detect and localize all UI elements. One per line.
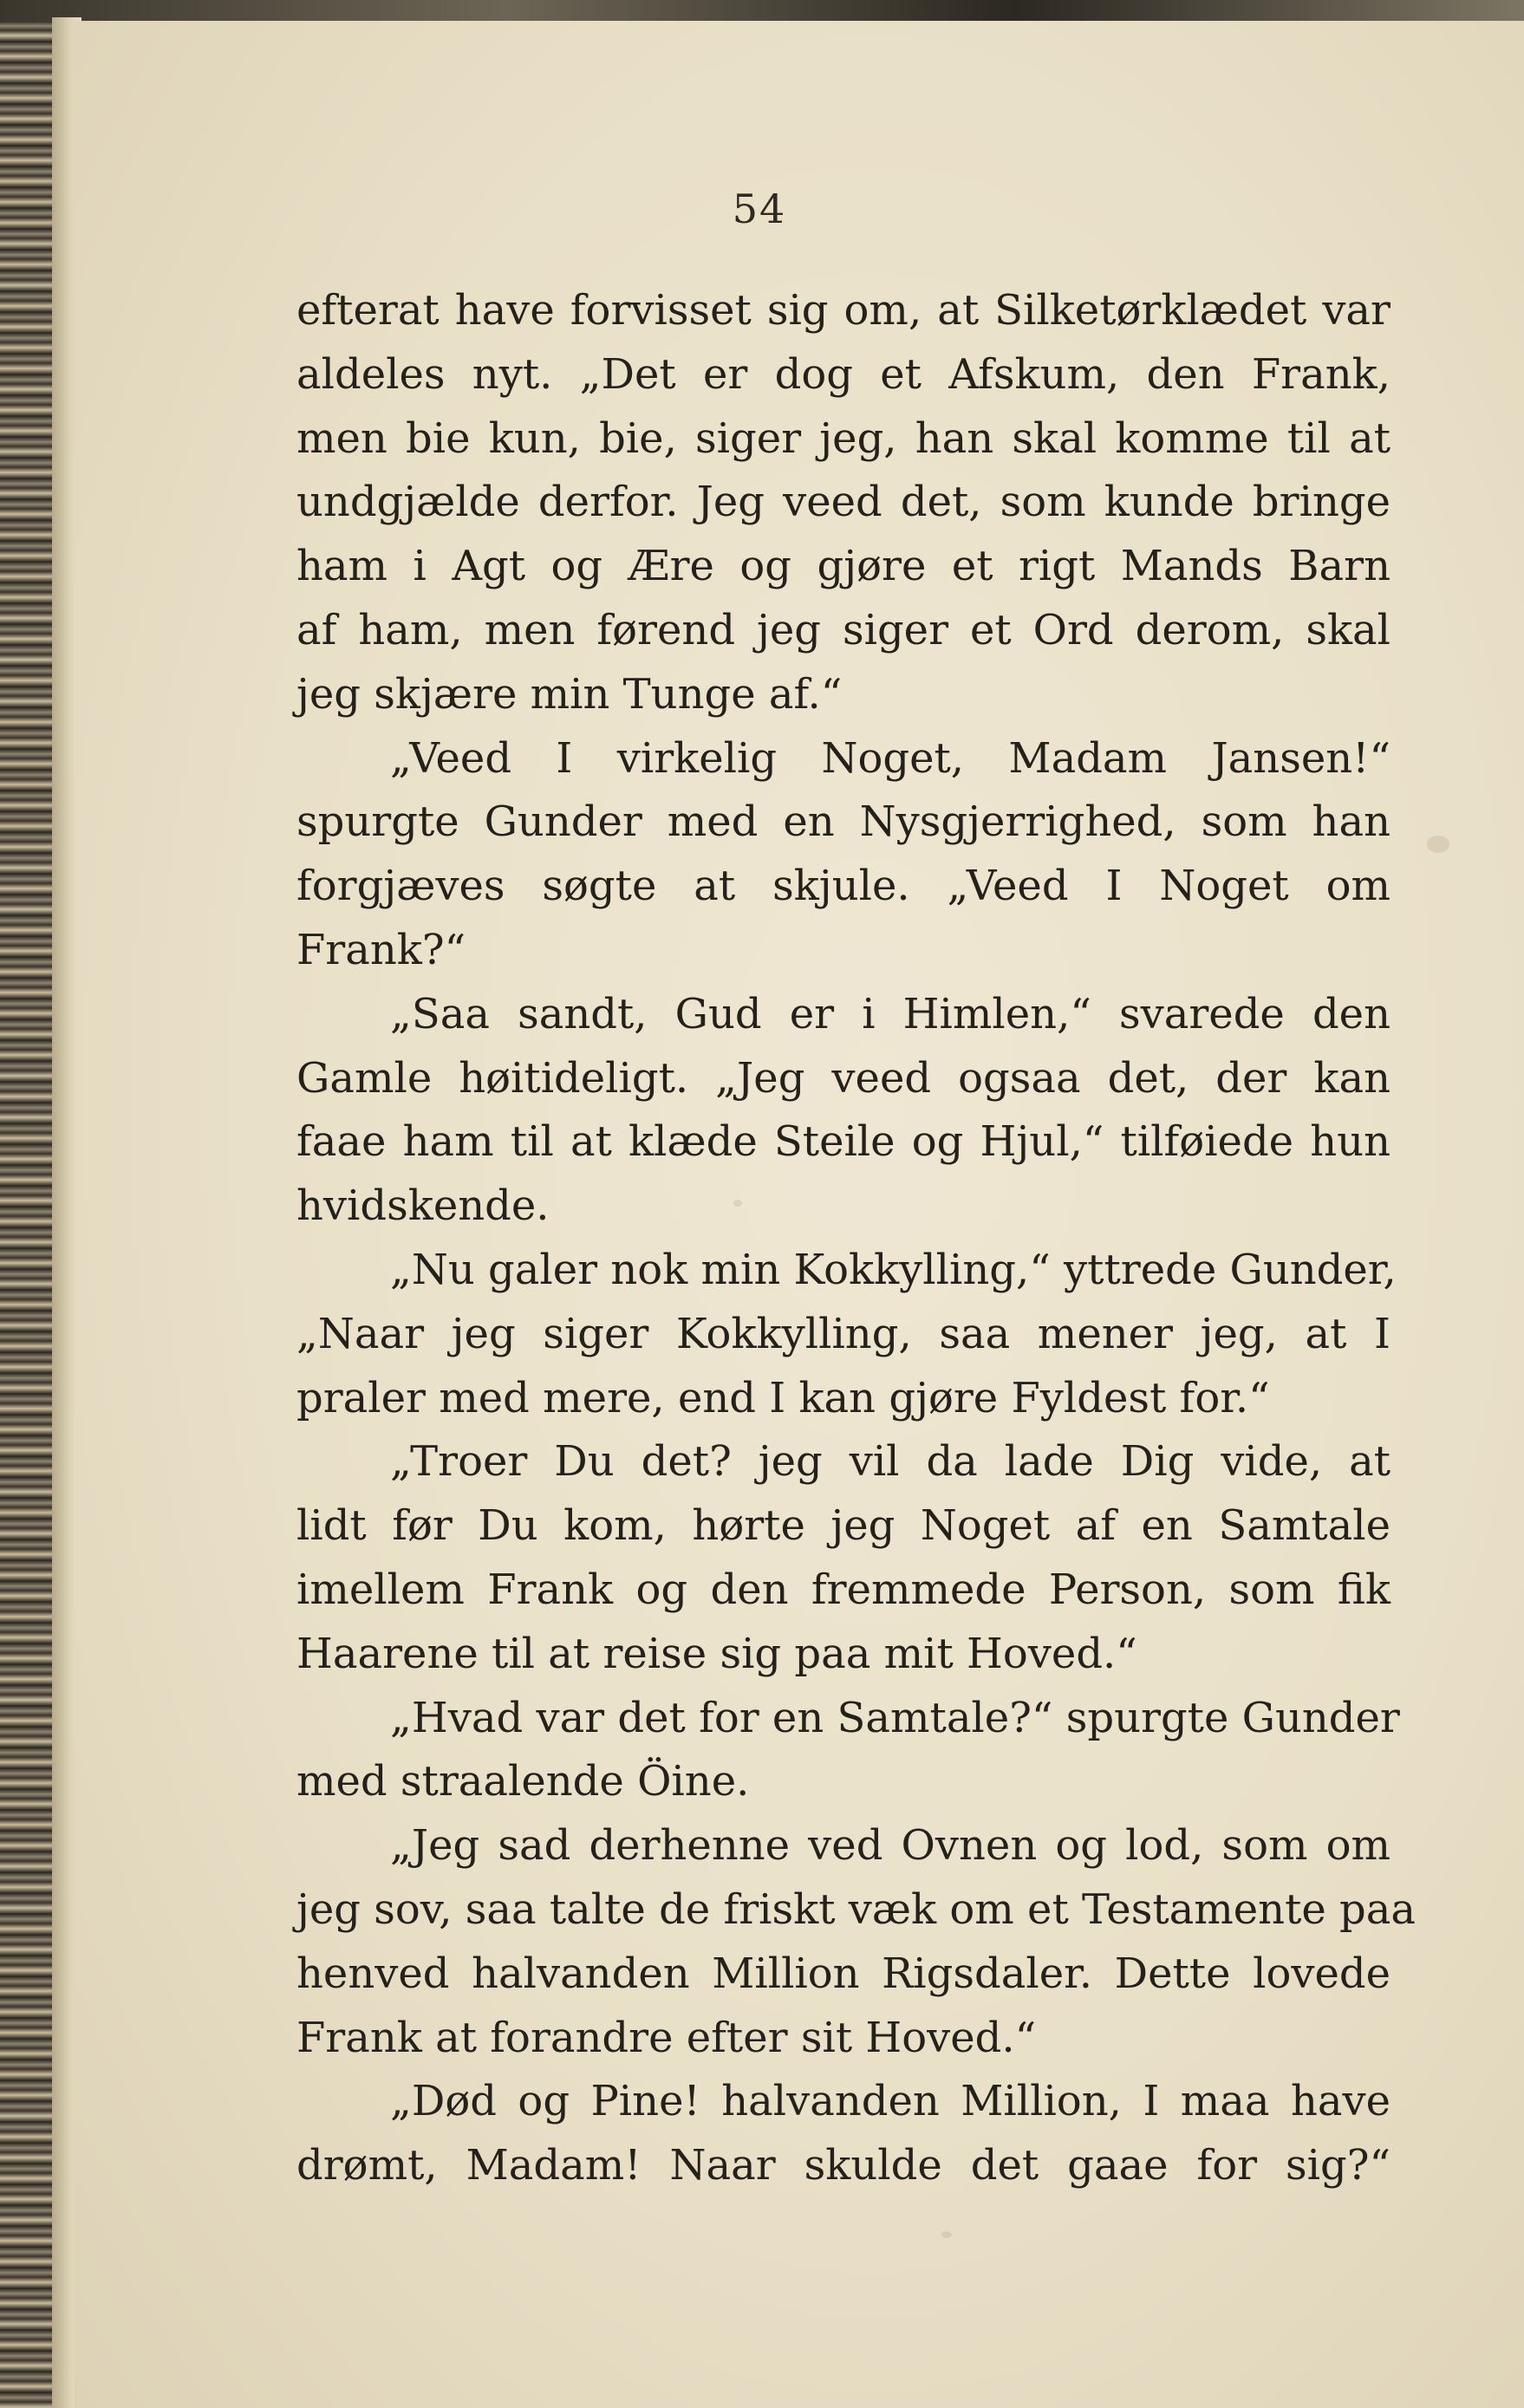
text-line: Gamle høitideligt. „Jeg veed ogsaa det, der kan xyxy=(296,1053,1390,1103)
text-line: jeg sov, saa talte de friskt væk om et Testamente paa xyxy=(296,1884,1416,1934)
text-line: „Troer Du det? jeg vil da lade Dig vide, at xyxy=(390,1437,1390,1487)
text-line: henved halvanden Million Rigsdaler. Dette lovede xyxy=(296,1949,1390,1998)
text-line: „Jeg sad derhenne ved Ovnen og lod, som om xyxy=(390,1821,1390,1871)
page-number: 54 xyxy=(732,185,787,232)
book-edge-top xyxy=(0,0,1524,23)
text-line: hvidskende. xyxy=(296,1181,550,1231)
text-line: „Naar jeg siger Kokkylling, saa mener jeg, at I xyxy=(296,1309,1390,1358)
paper-stain xyxy=(1427,836,1449,853)
text-line: Haarene til at reise sig paa mit Hoved.“ xyxy=(296,1629,1137,1678)
text-line: spurgte Gunder med en Nysgjerrighed, som han xyxy=(296,797,1390,847)
body-text xyxy=(296,279,1416,2198)
text-line: jeg skjære min Tunge af.“ xyxy=(296,669,843,719)
text-line: „Nu galer nok min Kokkylling,“ yttrede Gunder, xyxy=(390,1245,1397,1294)
text-line: men bie kun, bie, siger jeg, han skal komme til at xyxy=(296,413,1390,463)
text-line: ham i Agt og Ære og gjøre et rigt Mands Barn xyxy=(296,542,1390,591)
text-line: forgjæves søgte at skjule. „Veed I Noget om xyxy=(296,862,1390,911)
text-line: undgjælde derfor. Jeg veed det, som kunde bringe xyxy=(296,478,1390,527)
text-line: Frank?“ xyxy=(296,925,466,974)
text-line: praler med mere, end I kan gjøre Fyldest for.“ xyxy=(296,1373,1270,1422)
text-line: „Død og Pine! halvanden Million, I maa have xyxy=(390,2077,1390,2126)
text-line: „Veed I virkelig Noget, Madam Jansen!“ xyxy=(390,733,1390,783)
text-line: „Hvad var det for en Samtale?“ spurgte Gunder xyxy=(390,1693,1400,1742)
text-line: „Saa sandt, Gud er i Himlen,“ svarede den xyxy=(390,989,1390,1038)
text-line: aldeles nyt. „Det er dog et Afskum, den Frank, xyxy=(296,349,1390,399)
text-line: drømt, Madam! Naar skulde det gaae for sig?“ xyxy=(296,2141,1390,2190)
text-line: efterat have forvisset sig om, at Silketørklædet var xyxy=(296,286,1390,335)
paper-stain xyxy=(941,2231,952,2238)
text-line: af ham, men førend jeg siger et Ord derom, skal xyxy=(296,605,1390,654)
text-line: imellem Frank og den fremmede Person, som fik xyxy=(296,1565,1390,1614)
text-line: faae ham til at klæde Steile og Hjul,“ tilføiede hun xyxy=(296,1117,1390,1167)
text-line: med straalende Öine. xyxy=(296,1757,750,1806)
text-line: lidt før Du kom, hørte jeg Noget af en Samtale xyxy=(296,1501,1390,1551)
text-line: Frank at forandre efter sit Hoved.“ xyxy=(296,2013,1037,2062)
